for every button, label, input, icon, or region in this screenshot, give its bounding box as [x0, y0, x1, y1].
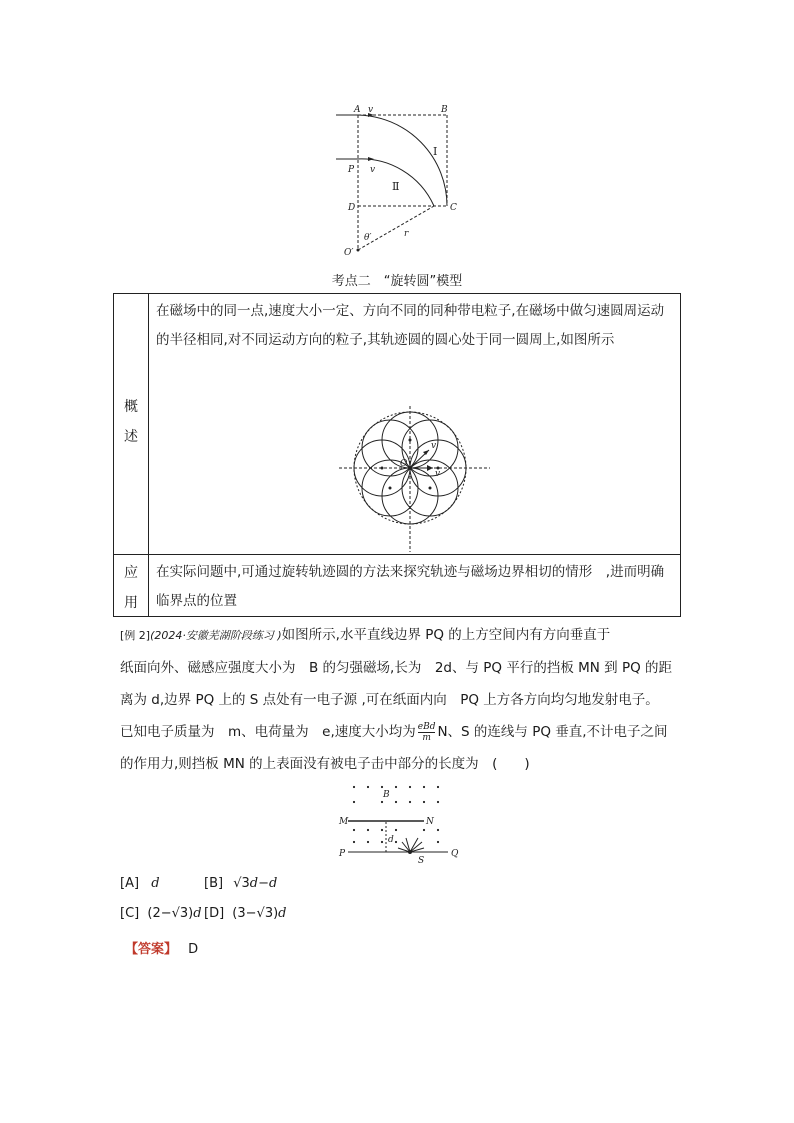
- choice-c-coef: (2−√3): [147, 906, 194, 921]
- row-text-application: 在实际问题中,可通过旋转轨迹圆的方法来探究轨迹与磁场边界相切的情形 ,进而明确临界点的位置: [156, 564, 665, 609]
- speed-fraction: [418, 722, 436, 743]
- fraction-denominator: m: [422, 732, 431, 743]
- problem-text-4a: 已知电子质量为 m、电荷量为 e,速度大小均为: [120, 724, 416, 740]
- label-r: r: [404, 229, 409, 239]
- concept-table: [113, 293, 681, 617]
- choice-b-sqrt: √3: [233, 876, 250, 891]
- example-tag: [例 2]: [120, 629, 151, 642]
- label-v-mid: v: [370, 165, 376, 175]
- problem-line-1: [120, 619, 680, 652]
- answer-value: D: [188, 942, 199, 957]
- label-Q: Q: [451, 849, 459, 859]
- problem-text-4b: N、S 的连线与 PQ 垂直,不计电子之间: [437, 724, 668, 740]
- row-text-overview: 在磁场中的同一点,速度大小一定、方向不同的同种带电粒子,在磁场中做匀速圆周运动的半径相同,对不同运动方向的粒子,其轨迹圆的圆心处于同一圆周上,如图所示: [156, 303, 665, 348]
- label-d: d: [388, 835, 394, 845]
- label-field-B: B: [383, 790, 390, 800]
- example-problem: [120, 619, 680, 780]
- choice-a-tag: [A]: [120, 876, 140, 891]
- example-source: (2024·安徽芜湖阶段练习 ): [150, 629, 282, 642]
- choice-b[interactable]: [204, 876, 277, 891]
- choice-c-value: d: [193, 906, 202, 921]
- label-P2: P: [339, 849, 346, 859]
- label-O-prime: O′: [344, 248, 354, 258]
- row-label-overview: 概 述: [124, 399, 138, 445]
- label-v-top: v: [368, 105, 374, 115]
- label-v-upper: v: [431, 441, 437, 451]
- choice-c-tag: [C]: [120, 906, 140, 921]
- choice-d-value: d: [278, 906, 287, 921]
- rotating-circles-diagram: [337, 404, 492, 554]
- choice-d-tag: [D]: [204, 906, 225, 921]
- label-P: P: [348, 165, 355, 175]
- choice-d-coef: (3−√3): [232, 906, 279, 921]
- label-B: B: [441, 105, 448, 115]
- label-theta: θ′: [364, 233, 372, 243]
- problem-line-4: [120, 716, 680, 748]
- label-v-right: v: [435, 469, 441, 479]
- answer-line: [125, 938, 198, 957]
- problem-line-3: 离为 d,边界 PQ 上的 S 点处有一电子源 ,可在纸面内向 PQ 上方各方向均匀地发射电子。: [120, 692, 659, 708]
- label-C: C: [450, 203, 457, 213]
- choice-b-value: d−d: [249, 876, 278, 891]
- label-N: N: [426, 817, 434, 827]
- figure-baffle-diagram: [336, 782, 466, 867]
- choice-d[interactable]: [204, 906, 287, 921]
- fraction-numerator: eBd: [417, 721, 436, 732]
- label-region-2: Ⅱ: [392, 180, 400, 193]
- choice-b-tag: [B]: [204, 876, 224, 891]
- label-S: S: [418, 856, 425, 866]
- problem-line-2: 纸面向外、磁感应强度大小为 B 的匀强磁场,长为 2d、与 PQ 平行的挡板 MN 到 PQ 的距: [120, 660, 673, 676]
- label-A: A: [354, 105, 361, 115]
- section-heading: 考点二 “旋转圆”模型: [331, 274, 463, 289]
- figure-quarter-circle-diagram: [330, 100, 460, 260]
- label-M: M: [339, 817, 349, 827]
- choice-c[interactable]: [120, 906, 202, 921]
- label-D: D: [348, 203, 356, 213]
- answer-tag: 【答案】: [125, 942, 178, 957]
- problem-text-1: 如图所示,水平直线边界 PQ 的上方空间内有方向垂直于: [281, 627, 611, 643]
- problem-line-5: 的作用力,则挡板 MN 的上表面没有被电子击中部分的长度为 ( ): [120, 756, 530, 772]
- label-region-1: Ⅰ: [433, 145, 438, 158]
- choice-a-value: d: [151, 876, 160, 891]
- label-O: O: [400, 459, 408, 469]
- choice-a[interactable]: [120, 876, 160, 891]
- row-label-application: 应 用: [124, 565, 138, 611]
